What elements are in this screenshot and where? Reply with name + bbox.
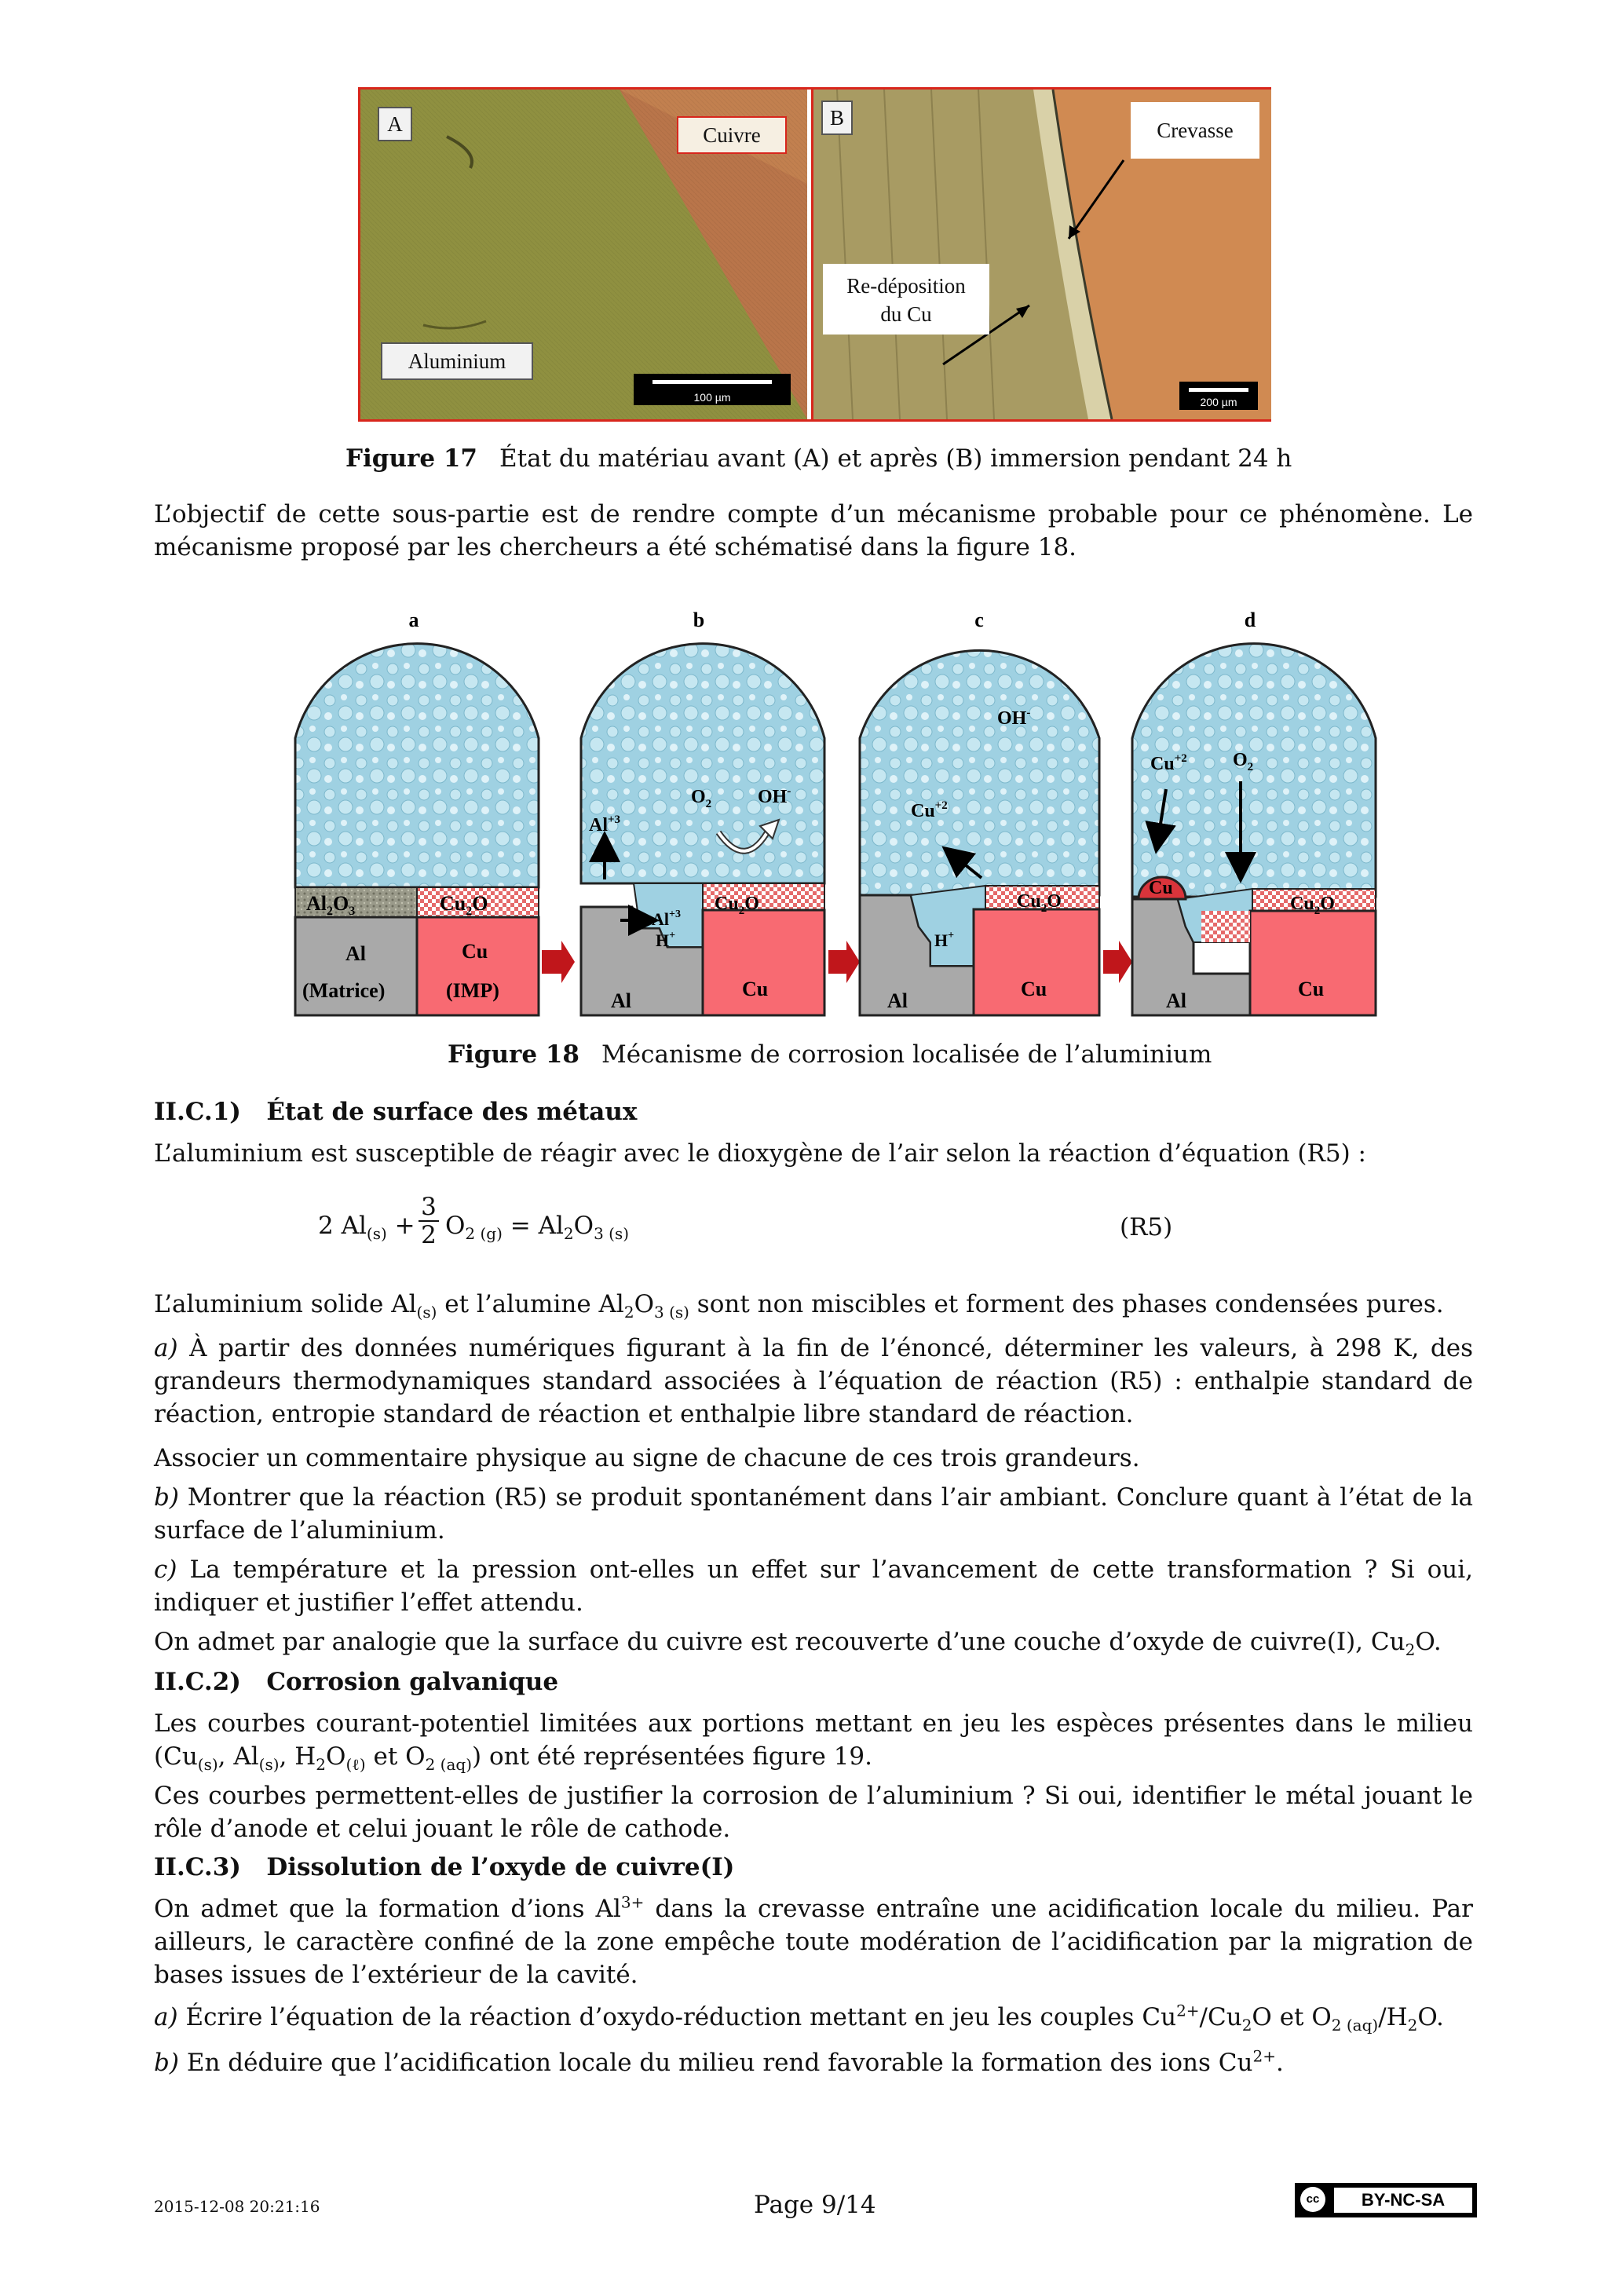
cu-label-b: Cu — [742, 978, 769, 1000]
arrow-c-d — [1103, 941, 1132, 983]
question-1a-2: Associer un commentaire physique au signe de chacune de ces trois grandeurs. — [154, 1444, 1140, 1472]
s3-p1-a: On admet que la formation d’ions Al — [154, 1895, 621, 1923]
o2-label-b: $O_2$ — [691, 787, 712, 810]
question-1b — [154, 1481, 1473, 1547]
question-1c — [154, 1553, 1473, 1619]
q1c-label: c) — [154, 1556, 177, 1584]
panel-label-d: d — [1244, 609, 1256, 631]
scale-bar-a — [634, 374, 791, 405]
cu2o-label-c: $Cu_2O$ — [1017, 891, 1062, 915]
cu2o-label: $Cu_2O$ — [440, 892, 488, 918]
figure-18 — [291, 597, 1382, 1021]
question-1a — [154, 1332, 1473, 1431]
scale-label-a: 100 µm — [693, 391, 731, 404]
panel-label-c: c — [974, 609, 984, 631]
s1-paragraph-3: On admet par analogie que la surface du cuivre est recouverte d’une couche d’oxyde de cuivre(I), $Cu_2O$. — [154, 1628, 1442, 1660]
oh-label-c: OH- — [997, 707, 1031, 729]
q3b-text: En déduire que l’acidification locale du milieu rend favorable la formation des ions Cu — [186, 2049, 1253, 2077]
q3a-label: a) — [154, 2003, 178, 2031]
figure-17-caption — [345, 444, 1292, 473]
cu-deposit-label-d: Cu — [1149, 878, 1173, 898]
figure-17-number: Figure 17 — [345, 444, 477, 473]
question-3b: b) En déduire que l’acidification locale du milieu rend favorable la formation des ions $Cu^{2+}$. — [154, 2046, 1284, 2077]
s2-paragraph-1: Les courbes courant-potentiel limitées aux portions mettant en jeu les espèces présentes dans le milieu ($Cu_{(s)}$, $Al_{(s)}$, $H_2O_{(\ell)}$ et $O_{2 (aq)}$) ont été représentées figure 19. — [154, 1709, 1473, 1775]
q1a-text: À partir des données numériques figurant à la fin de l’énoncé, déterminer les valeurs, à 298 K, des grandeurs thermodynamiques standard associées à l’équation de réaction (R5) : enthalpie standard de réaction, entropie standard de réaction et enthalpie libre standard de réaction. — [154, 1334, 1473, 1428]
redeposition-line-1: Re-déposition — [846, 274, 966, 298]
photo-a — [360, 90, 807, 419]
license-badge — [1295, 2183, 1477, 2217]
panel-a — [295, 644, 539, 1015]
s2-paragraph-2: Ces courbes permettent-elles de justifier la corrosion de l’aluminium ? Si oui, identifier le métal jouant le rôle d’anode et celui jouant le rôle de cathode. — [154, 1782, 1473, 1843]
cu-label-d: Cu — [1298, 978, 1325, 1000]
equation-tag: (R5) — [1120, 1213, 1173, 1241]
panel-label-b: b — [693, 609, 705, 631]
panel-b — [581, 644, 824, 1015]
s2-p1-b: ) ont été représentées figure 19. — [472, 1742, 873, 1771]
cu2-label-d: $Cu^{+2}$ — [1150, 752, 1187, 774]
document-page: A Cuivre Aluminium 100 µm B Crevasse Re-déposition du Cu 200 µm Figure 17 État du matériau avant (A) et après (B) immersion pendant 24 h L’objectif de cette sous-partie est de rendre compte d’un mécanisme probable pour ce phénomène. Le mécanisme proposé par les chercheurs a été schématisé dans la figure 18. a b c d $Al_2O_3$ $Cu_2O$ Al (Matrice) Cu (IMP) $Al^{+3}$ $O_2$ OH- $Al^{+3}$ H+ $Cu_2O$ Al Cu OH- $Cu^{+2}$ H+ $Cu_2O$ Al Cu Cu $Cu^{+2}$ $O_2$ $Cu_2O$ Al Cu Figure 18 Mécanisme de corrosion localisée de l’aluminium II.C.1) État de surface des métaux L’aluminium est susceptible de réagir avec le dioxygène de l’air selon la réaction d’équation (R5) : 2 $Al_{(s)}$ + 3 2 $O_{2 (g)} = Al_2O_{3 (s)}$ (R5) L’aluminium solide $Al_{(s)}$ et l’alumine $Al_2O_{3 (s)}$ sont non miscibles et forment des phases condensées pures. a) À partir des données numériques figurant à la fin de l’énoncé, déterminer les valeurs, à 298 K, des grandeurs thermodynamiques standard associées à l’équation de réaction (R5) : enthalpie standard de réaction, entropie standard de réaction et enthalpie libre standard de réaction. Associer un commentaire physique au signe de chacune de ces trois grandeurs. b) Montrer que la réaction (R5) se produit spontanément dans l’air ambiant. Conclure quant à l’état de la surface de l’aluminium. c) La température et la pression ont-elles un effet sur l’avancement de cette transformation ? Si oui, indiquer et justifier l’effet attendu. On admet par analogie que la surface du cuivre est recouverte d’une couche d’oxyde de cuivre(I), $Cu_2O$. II.C.2) Corrosion galvanique Les courbes courant-potentiel limitées aux portions mettant en jeu les espèces présentes dans le milieu ($Cu_{(s)}$, $Al_{(s)}$, $H_2O_{(\ell)}$ et $O_{2 (aq)}$) ont été représentées figure 19. Ces courbes permettent-elles de justifier la corrosion de l’aluminium ? Si oui, identifier le métal jouant le rôle d’anode et celui jouant le rôle de cathode. II.C.3) Dissolution de l’oxyde de cuivre(I) On admet que la formation d’ions $Al^{3+}$ dans la crevasse entraîne une acidification locale du milieu. Par ailleurs, le caractère confiné de la zone empêche toute modération de l’acidification par la migration de bases issues de l’extérieur de la cavité. a) Écrire l’équation de la réaction d’oxydo-réduction mettant en jeu les couples $Cu^{2+}/Cu_2O$ et $O_{2 (aq)}/H_2O$. b) En déduire que l’acidification locale du milieu rend favorable la formation des ions $Cu^{2+}$. 2015-12-08 20:21:16 Page 9/14 cc BY-NC-SA — [0, 0, 1623, 2296]
figure-18-number: Figure 18 — [448, 1040, 579, 1069]
arrow-b-c — [828, 941, 860, 983]
section-title-ii-c-3: II.C.3) Dissolution de l’oxyde de cuivre(I) — [154, 1853, 735, 1881]
q1a-label: a) — [154, 1334, 178, 1362]
s1-p2-a: L’aluminium solide Al — [154, 1290, 417, 1318]
figure-17-caption-text: État du matériau avant (A) et après (B) immersion pendant 24 h — [499, 444, 1292, 473]
cu-label-c: Cu — [1021, 978, 1047, 1000]
corrosion-diagram — [291, 597, 1382, 1021]
s1-p2-b: et l’alumine Al — [437, 1290, 624, 1318]
panel-d — [1132, 644, 1376, 1015]
al-label-d: Al — [1166, 989, 1186, 1012]
figure-18-caption-text: Mécanisme de corrosion localisée de l’aluminium — [601, 1040, 1212, 1069]
cu-label: Cu — [462, 940, 488, 963]
al-label: Al — [345, 942, 366, 965]
s1-paragraph-2: L’aluminium solide $Al_{(s)}$ et l’alumine $Al_2O_{3 (s)}$ sont non miscibles et forment des phases condensées pures. — [154, 1290, 1444, 1322]
intro-paragraph: L’objectif de cette sous-partie est de rendre compte d’un mécanisme probable pour ce phénomène. Le mécanisme proposé par les chercheurs a été schématisé dans la figure 18. — [154, 500, 1473, 561]
scale-bar-b — [1179, 382, 1258, 410]
label-a: A — [378, 107, 412, 141]
al2o3-label: $Al_2O_3$ — [306, 892, 356, 918]
photo-b — [811, 90, 1271, 419]
q3a-text: Écrire l’équation de la réaction d’oxydo-réduction mettant en jeu les couples Cu — [185, 2003, 1177, 2031]
figure-18-caption — [448, 1040, 1212, 1069]
redeposition-line-2: du Cu — [880, 302, 932, 326]
scale-label-b: 200 µm — [1200, 396, 1237, 408]
o2-label-d: $O_2$ — [1233, 750, 1254, 773]
s2-p1-a: Les courbes courant-potentiel limitées aux portions mettant en jeu les espèces présentes dans le milieu (Cu — [154, 1709, 1473, 1771]
label-aluminium: Aluminium — [381, 342, 533, 380]
al-label-c: Al — [887, 989, 908, 1012]
section-title-ii-c-1: II.C.1) État de surface des métaux — [154, 1098, 638, 1126]
q1c-text: La température et la pression ont-elles un effet sur l’avancement de cette transformation ? Si oui, indiquer et justifier l’effet attendu. — [154, 1556, 1473, 1617]
s1-p3: On admet par analogie que la surface du cuivre est recouverte d’une couche d’oxyde de cuivre(I), Cu — [154, 1628, 1406, 1656]
h-label-b: H+ — [656, 930, 676, 950]
panel-c — [860, 650, 1099, 1015]
s3-paragraph-1: On admet que la formation d’ions $Al^{3+}$ dans la crevasse entraîne une acidification locale du milieu. Par ailleurs, le caractère confiné de la zone empêche toute modération de l’acidification par la migration de bases issues de l’extérieur de la cavité. — [154, 1892, 1473, 1989]
q1b-label: b) — [154, 1483, 179, 1512]
cu2-label-c: $Cu^{+2}$ — [911, 799, 948, 821]
al3-label-b: $Al^{+3}$ — [589, 813, 621, 835]
q3b-label: b) — [154, 2049, 179, 2077]
figure-17 — [358, 87, 1271, 422]
arrow-a-b — [542, 941, 575, 983]
cu2o-label-b: $Cu_2O$ — [715, 894, 759, 917]
footer-page-number: Page 9/14 — [754, 2191, 876, 2219]
license-text: BY-NC-SA — [1332, 2185, 1475, 2215]
al3-label-b2: $Al^{+3}$ — [652, 909, 681, 929]
question-3a: a) Écrire l’équation de la réaction d’oxydo-réduction mettant en jeu les couples $Cu^{2+}/Cu_2O$ et $O_{2 (aq)}/H_2O$. — [154, 2001, 1444, 2035]
label-crevasse: Crevasse — [1131, 102, 1259, 159]
panel-label-a: a — [408, 609, 419, 631]
imp-label: (IMP) — [446, 979, 499, 1002]
s1-paragraph-1: L’aluminium est susceptible de réagir avec le dioxygène de l’air selon la réaction d’équation (R5) : — [154, 1139, 1366, 1168]
al-label-b: Al — [611, 989, 631, 1012]
h-label-c: H+ — [934, 930, 955, 950]
label-redeposition — [823, 264, 989, 335]
q1b-text: Montrer que la réaction (R5) se produit spontanément dans l’air ambiant. Conclure quant à l’état de la surface de l’aluminium. — [154, 1483, 1473, 1545]
oh-label-b: OH- — [758, 785, 791, 807]
s1-p2-c: sont non miscibles et forment des phases condensées pures. — [689, 1290, 1444, 1318]
matrice-label: (Matrice) — [302, 979, 386, 1002]
section-title-ii-c-2: II.C.2) Corrosion galvanique — [154, 1668, 559, 1696]
label-b: B — [821, 101, 853, 135]
cc-icon: cc — [1300, 2187, 1325, 2212]
s3-p1-b: dans la crevasse entraîne une acidification locale du milieu. Par ailleurs, le caractère confiné de la zone empêche toute modération de l’acidification par la migration de bases issues de l’extérieur de la cavité. — [154, 1895, 1473, 1989]
footer-date: 2015-12-08 20:21:16 — [154, 2197, 320, 2216]
cu2o-label-d: $Cu_2O$ — [1290, 894, 1335, 917]
label-cuivre: Cuivre — [677, 116, 787, 154]
